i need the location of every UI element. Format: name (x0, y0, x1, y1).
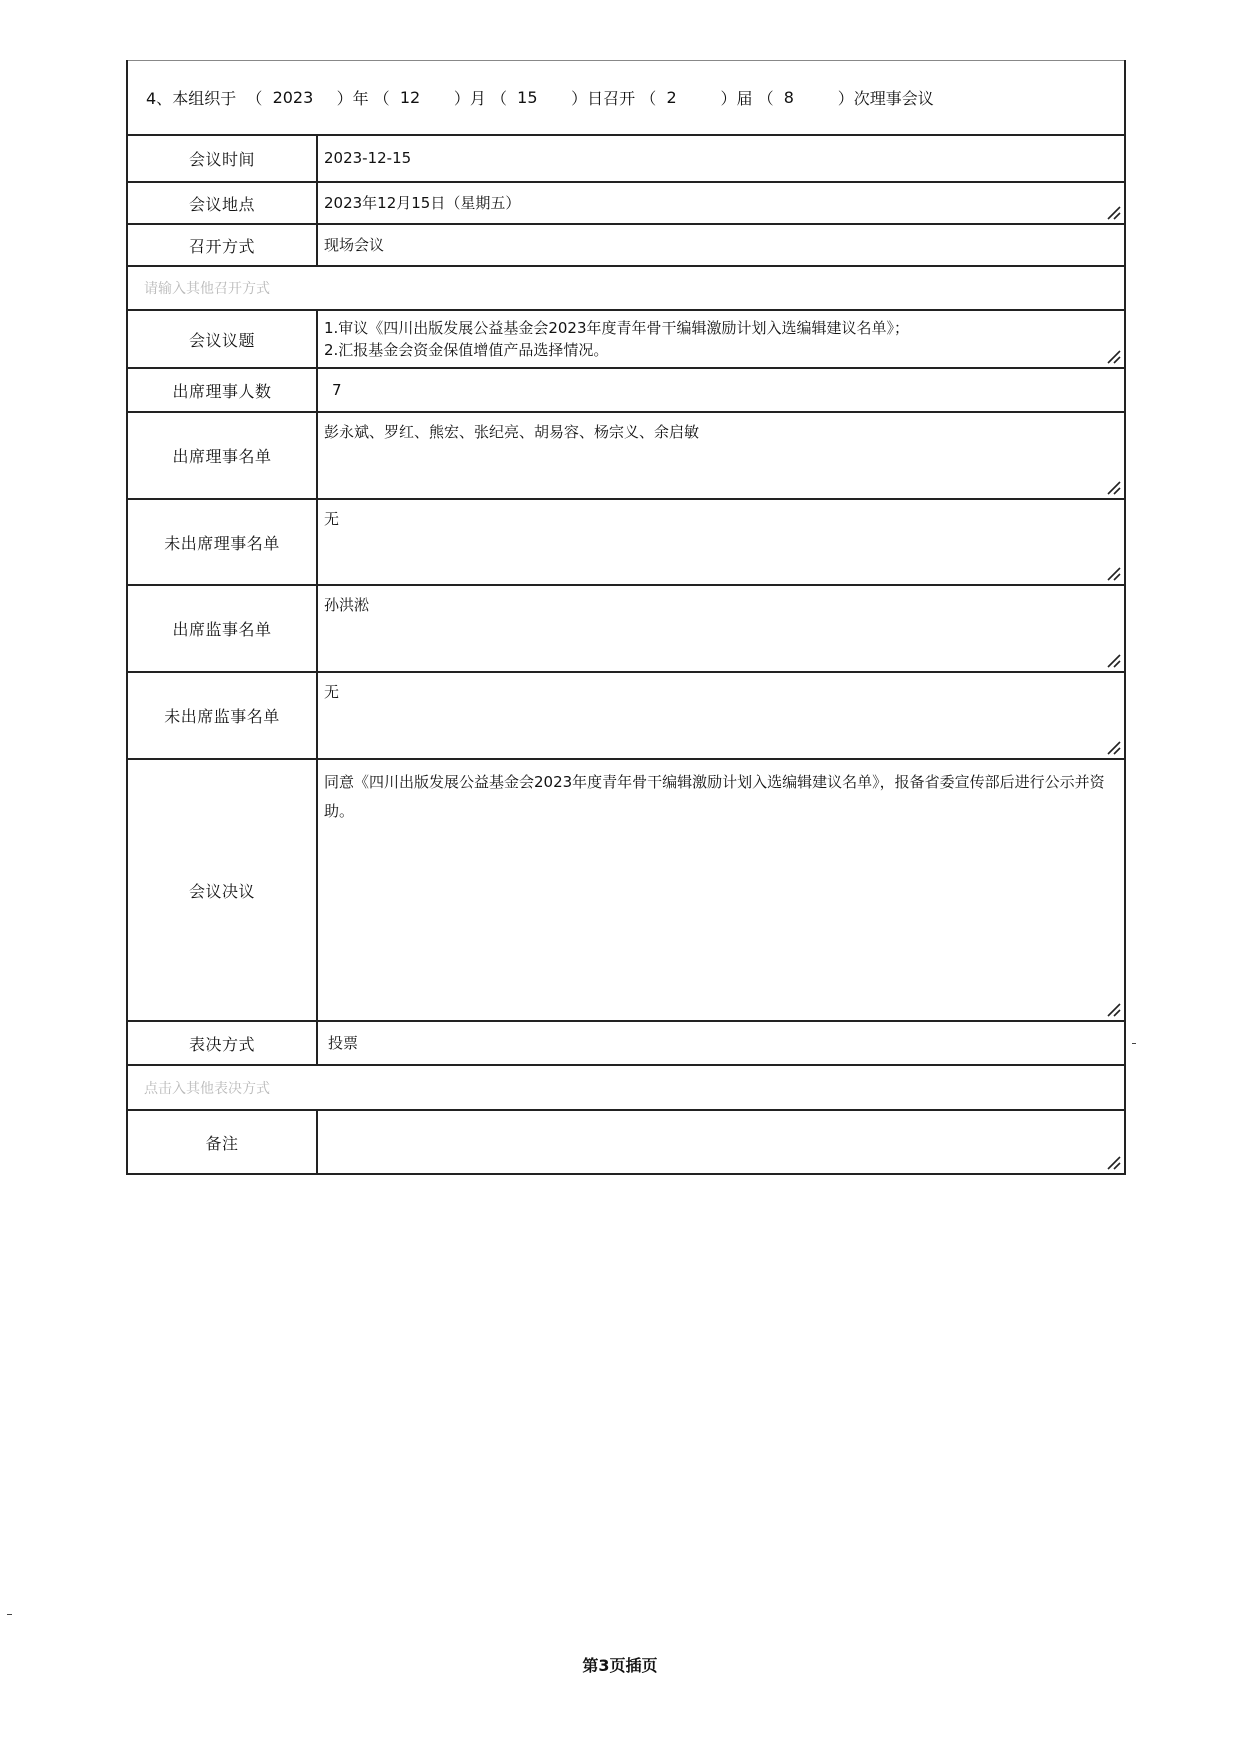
header-year-unit: 年 (352, 89, 369, 108)
other-voting-placeholder: 点击入其他表决方式 (144, 1080, 270, 1097)
attending-count-label: 出席理事人数 (128, 369, 318, 411)
meeting-mode-label: 召开方式 (128, 225, 318, 265)
attending-directors-label: 出席理事名单 (128, 413, 318, 498)
other-mode-input[interactable] (128, 267, 1124, 309)
meeting-place-field[interactable] (318, 183, 1124, 223)
header-session[interactable]: 2 (666, 88, 677, 107)
meeting-header-text: 4、 本组织于 （ 2023 ） 年 （ 12 ） 月 （ 15 ） 日召开 （ 2 ） 届 （ 8 ） 次理事会议 (146, 88, 934, 108)
meeting-time-label: 会议时间 (128, 136, 318, 181)
voting-mode-label: 表决方式 (128, 1022, 318, 1064)
remarks-field[interactable] (318, 1111, 1124, 1173)
resize-handle-icon[interactable] (1105, 204, 1121, 220)
other-mode-row (128, 267, 1124, 311)
agenda-line-2: 2.汇报基金会资金保值增值产品选择情况。 (324, 341, 609, 359)
resolution-value: 同意《四川出版发展公益基金会2023年度青年骨干编辑激励计划入选编辑建议名单》，报备省委宣传部后进行公示并资助。 (324, 773, 1105, 820)
header-meeting-suffix: 次理事会议 (853, 89, 934, 108)
absent-supervisors-label: 未出席监事名单 (128, 673, 318, 758)
attending-supervisors-label: 出席监事名单 (128, 586, 318, 671)
resize-handle-icon[interactable] (1105, 652, 1121, 668)
header-day-unit: 日召开 (587, 89, 636, 108)
remarks-label: 备注 (128, 1111, 318, 1173)
voting-mode-select[interactable]: 投票 (328, 1033, 359, 1052)
resize-handle-icon[interactable] (1105, 739, 1121, 755)
absent-directors-value: 无 (324, 510, 340, 528)
agenda-label: 会议议题 (128, 311, 318, 367)
scan-speck (7, 1614, 12, 1615)
scan-speck (1132, 1043, 1136, 1044)
agenda-line-1: 1.审议《四川出版发展公益基金会2023年度青年骨干编辑激励计划入选编辑建议名单》； (324, 319, 909, 337)
page-footer: 第3页插页 (582, 1656, 658, 1675)
meeting-place-row (128, 183, 1124, 225)
resize-handle-icon[interactable] (1105, 565, 1121, 581)
header-year[interactable]: 2023 (272, 88, 314, 107)
meeting-record-form (126, 60, 1126, 1175)
voting-mode-row (128, 1022, 1124, 1066)
resize-handle-icon[interactable] (1105, 479, 1121, 495)
meeting-mode-row (128, 225, 1124, 267)
meeting-time-row (128, 136, 1124, 183)
meeting-place-label: 会议地点 (128, 183, 318, 223)
attending-directors-field[interactable] (318, 413, 1124, 498)
other-voting-row (128, 1066, 1124, 1111)
resize-handle-icon[interactable] (1105, 1001, 1121, 1017)
meeting-place-value: 2023年12月15日（星期五） (324, 193, 521, 212)
agenda-row (128, 311, 1124, 369)
header-meeting-no[interactable]: 8 (783, 88, 794, 107)
absent-supervisors-field[interactable] (318, 673, 1124, 758)
resize-handle-icon[interactable] (1105, 1154, 1121, 1170)
meeting-time-field[interactable]: 2023-12-15 (324, 149, 412, 167)
agenda-field[interactable] (318, 311, 1124, 367)
other-mode-placeholder: 请输入其他召开方式 (144, 281, 270, 297)
attending-count-field[interactable]: 7 (332, 380, 342, 399)
header-month[interactable]: 12 (399, 88, 421, 107)
header-day[interactable]: 15 (517, 88, 538, 107)
header-number: 4、 (146, 89, 173, 108)
attending-supervisors-value: 孙洪淞 (324, 596, 370, 614)
meeting-header-row (128, 60, 1124, 136)
resize-handle-icon[interactable] (1105, 348, 1121, 364)
absent-directors-row (128, 500, 1124, 586)
header-session-unit: 届 (736, 89, 753, 108)
resolution-row (128, 760, 1124, 1022)
header-month-unit: 月 (469, 89, 486, 108)
absent-directors-label: 未出席理事名单 (128, 500, 318, 584)
attending-count-row (128, 369, 1124, 413)
attending-directors-row (128, 413, 1124, 500)
attending-directors-value: 彭永斌、罗红、熊宏、张纪亮、胡易容、杨宗义、余启敏 (324, 423, 700, 441)
resolution-field[interactable] (318, 760, 1124, 1020)
attending-supervisors-row (128, 586, 1124, 673)
absent-directors-field[interactable] (318, 500, 1124, 584)
absent-supervisors-row (128, 673, 1124, 760)
attending-supervisors-field[interactable] (318, 586, 1124, 671)
header-prefix: 本组织于 (172, 89, 237, 108)
meeting-mode-select[interactable]: 现场会议 (324, 235, 385, 254)
other-voting-input[interactable] (128, 1066, 1124, 1109)
resolution-label: 会议决议 (128, 760, 318, 1020)
remarks-row (128, 1111, 1124, 1175)
absent-supervisors-value: 无 (324, 683, 340, 701)
